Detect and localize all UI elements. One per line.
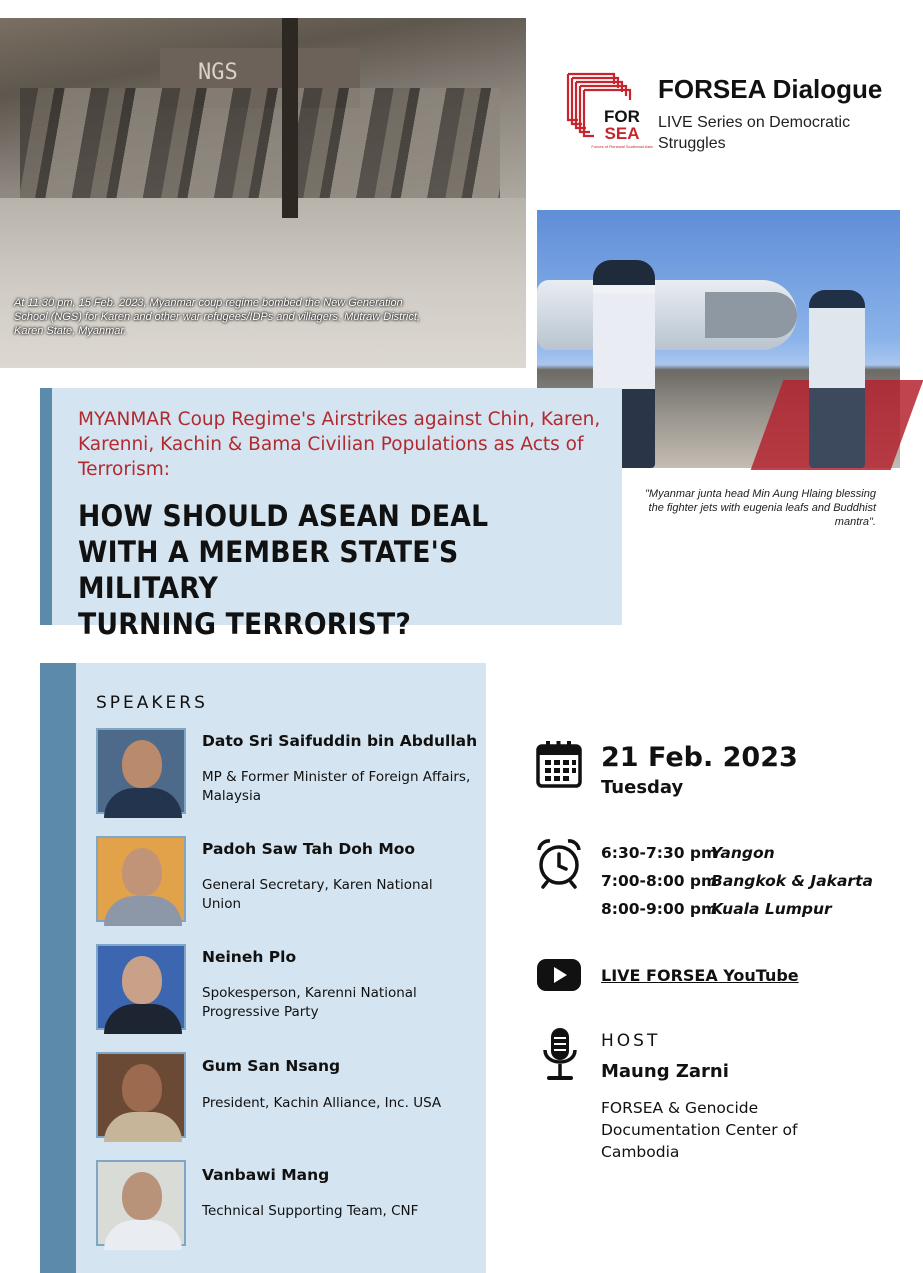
forsea-logo xyxy=(566,72,653,152)
youtube-link[interactable]: LIVE FORSEA YouTube xyxy=(601,966,799,985)
speaker-name: Dato Sri Saifuddin bin Abdullah xyxy=(202,732,478,750)
time-city: Bangkok & Jakarta xyxy=(711,872,873,890)
time-range: 7:00-8:00 pm xyxy=(601,872,718,890)
calendar-icon xyxy=(536,740,582,788)
event-headline xyxy=(78,498,575,642)
debris xyxy=(20,88,500,198)
dialogue-subtitle: LIVE Series on Democratic Struggles xyxy=(658,114,851,152)
event-date: 21 Feb. 2023 xyxy=(601,742,798,773)
speaker-face xyxy=(122,956,162,1004)
logo-sea-text: SEA xyxy=(604,124,640,143)
time-row xyxy=(601,872,873,890)
host-label: HOST xyxy=(601,1031,661,1051)
microphone-icon xyxy=(542,1026,578,1082)
speaker-role: MP & Former Minister of Foreign Affairs, Malaysia xyxy=(202,769,471,804)
speaker-name: Gum San Nsang xyxy=(202,1057,341,1075)
event-day: Tuesday xyxy=(601,777,684,798)
time-city: Yangon xyxy=(711,844,775,862)
general-figure xyxy=(809,290,865,468)
speaker-shirt xyxy=(104,1220,182,1250)
event-subtitle: MYANMAR Coup Regime's Airstrikes against Chin, Karen, Karenni, Kachin & Bama Civilian Populations as Acts of Terrorism: xyxy=(78,409,601,480)
speaker-shirt xyxy=(104,1112,182,1142)
speaker-role: Spokesperson, Karenni National Progressive Party xyxy=(202,985,417,1020)
school-sign: NGS xyxy=(198,60,238,85)
speaker-shirt xyxy=(104,1004,182,1034)
speaker-photo xyxy=(96,836,186,922)
time-range: 6:30-7:30 pm xyxy=(601,844,718,862)
speaker-face xyxy=(122,740,162,788)
speaker-photo xyxy=(96,1052,186,1138)
alarm-clock-icon xyxy=(536,838,582,888)
speaker-role: Technical Supporting Team, CNF xyxy=(202,1203,419,1219)
speaker-face xyxy=(122,1172,162,1220)
time-row xyxy=(601,900,832,918)
speaker-role: President, Kachin Alliance, Inc. USA xyxy=(202,1095,442,1111)
school-photo-caption: At 11:30 pm, 15 Feb. 2023, Myanmar coup regime bombed the New Generation School (NGS) for Karen and other war refugees/IDPs and villagers, Mutraw District, Karen State, Myanmar. xyxy=(14,297,420,337)
time-range: 8:00-9:00 pm xyxy=(601,900,718,918)
time-city: Kuala Lumpur xyxy=(711,900,832,918)
speaker-shirt xyxy=(104,896,182,926)
speaker-name: Padoh Saw Tah Doh Moo xyxy=(202,840,416,858)
speaker-photo xyxy=(96,728,186,814)
speaker-shirt xyxy=(104,788,182,818)
burnt-post xyxy=(282,18,298,218)
ash-ground xyxy=(0,198,526,368)
dialogue-title: FORSEA Dialogue xyxy=(658,74,883,104)
headline-line: WITH A MEMBER STATE'S MILITARY xyxy=(78,535,459,605)
speaker-photo xyxy=(96,944,186,1030)
speakers-heading: SPEAKERS xyxy=(96,693,208,713)
speakers-accent-bar xyxy=(40,663,76,1273)
speaker-name: Neineh Plo xyxy=(202,948,297,966)
time-row xyxy=(601,844,775,862)
title-accent-bar xyxy=(40,388,52,625)
speaker-name: Vanbawi Mang xyxy=(202,1166,330,1184)
speaker-photo xyxy=(96,1160,186,1246)
headline-line: TURNING TERRORIST? xyxy=(78,607,412,641)
logo-tagline: Forces of Renewal Southeast Asia xyxy=(591,144,653,149)
host-name: Maung Zarni xyxy=(601,1061,729,1082)
youtube-icon[interactable] xyxy=(536,958,582,992)
speaker-face xyxy=(122,848,162,896)
jet-photo-caption: "Myanmar junta head Min Aung Hlaing blessing the fighter jets with eugenia leafs and Buddhist mantra". xyxy=(645,488,876,528)
headline-line: HOW SHOULD ASEAN DEAL xyxy=(78,499,489,533)
jet-nose xyxy=(705,292,797,338)
logo-for-text: FOR xyxy=(604,107,640,126)
speaker-face xyxy=(122,1064,162,1112)
speaker-role: General Secretary, Karen National Union xyxy=(202,877,433,912)
host-organization: FORSEA & Genocide Documentation Center of Cambodia xyxy=(601,1099,798,1161)
